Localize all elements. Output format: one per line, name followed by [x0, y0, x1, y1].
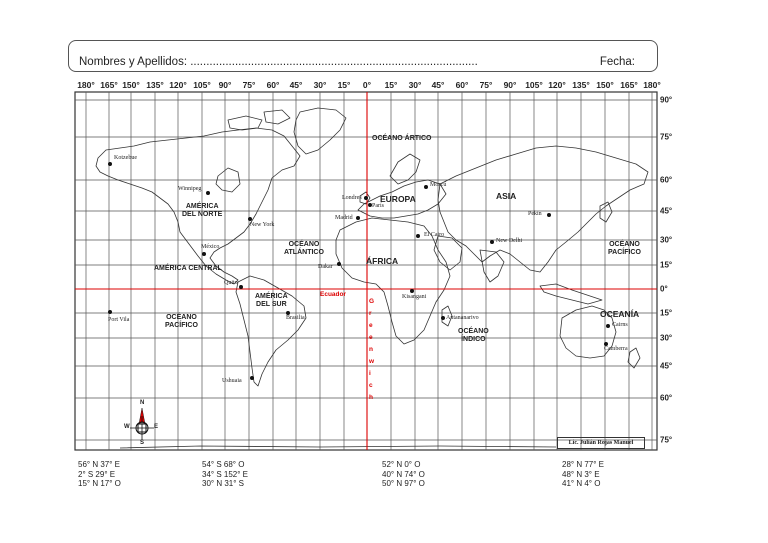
compass-west: W	[124, 424, 130, 430]
lon-label: 180°	[643, 80, 661, 90]
lat-label: 30°	[660, 235, 673, 245]
lat-label: 15°	[660, 308, 673, 318]
lon-label: 120°	[548, 80, 566, 90]
exercise-coordinate: 56° N 37° E	[78, 460, 120, 469]
city-mexico: México	[201, 244, 220, 250]
lon-label: 90°	[218, 80, 232, 90]
city-marker	[356, 216, 360, 220]
exercise-coordinate: 40° N 74° O	[382, 469, 425, 479]
city-marker	[337, 262, 341, 266]
lon-label: 45°	[431, 80, 445, 90]
city-moscu: Moscú	[430, 182, 447, 188]
date-field-label[interactable]: Fecha:	[599, 56, 635, 68]
lon-label: 30°	[408, 80, 422, 90]
city-new-delhi: New Delhi	[496, 238, 523, 244]
label-america-del-norte: AMÉRICA DEL NORTE	[182, 203, 223, 218]
city-marker	[248, 217, 252, 221]
city-quito: Quito	[224, 280, 238, 286]
greenwich-letter: n	[369, 346, 373, 353]
city-marker	[410, 289, 414, 293]
label-oceano-pacifico-west: OCÉANO PACÍFICO	[165, 314, 198, 329]
exercise-coordinate: 15° N 17° O	[78, 479, 121, 488]
lon-label: 165°	[100, 80, 118, 90]
lon-label: 150°	[596, 80, 614, 90]
city-paris: París	[372, 203, 384, 209]
scandinavia	[390, 154, 420, 184]
city-marker	[239, 285, 243, 289]
exercise-column	[382, 460, 425, 489]
label-oceano-artico: OCÉANO ÁRTICO	[372, 135, 432, 142]
label-asia: ASIA	[496, 191, 517, 201]
lon-label: 180°	[77, 80, 95, 90]
city-marker	[441, 316, 445, 320]
lat-label: 45°	[660, 206, 673, 216]
author-credit: Lic. Julián Rojas Manuel	[557, 437, 645, 449]
lat-label: 75°	[660, 132, 673, 142]
city-marker	[606, 324, 610, 328]
exercise-coordinate: 41° N 4° O	[562, 479, 601, 488]
city-brasilia: Brasilia	[286, 315, 305, 321]
city-marker	[108, 310, 112, 314]
city-marker	[250, 376, 254, 380]
arctic-islands	[228, 110, 290, 130]
lon-label: 15°	[384, 80, 398, 90]
exercise-column	[562, 460, 604, 489]
exercise-coordinate: 54° S 68° O	[202, 460, 245, 469]
lat-label: 15°	[660, 260, 673, 270]
greenwich-letter: w	[369, 358, 375, 365]
city-new-york: New York	[250, 222, 275, 228]
city-marker	[416, 234, 420, 238]
lon-label: 45°	[289, 80, 303, 90]
exercise-coordinate: 30° N 31° S	[202, 479, 244, 488]
label-oceania: OCEANÍA	[600, 309, 640, 319]
greenwich-letter: r	[369, 310, 372, 317]
exercise-column	[202, 460, 248, 489]
lon-label: 150°	[122, 80, 140, 90]
greenwich-letter: h	[369, 394, 373, 401]
exercise-coordinate: 50° N 97° O	[382, 479, 425, 488]
new-zealand	[628, 348, 640, 368]
exercise-coordinate: 34° S 152° E	[202, 469, 248, 479]
city-marker	[202, 252, 206, 256]
city-kisangani: Kisangani	[402, 294, 427, 300]
city-camberra: Camberra	[604, 346, 628, 352]
compass-south: S	[140, 440, 145, 446]
city-kotzebue: Kotzebue	[114, 155, 137, 161]
lat-label: 90°	[660, 95, 673, 105]
lon-label: 105°	[525, 80, 543, 90]
lon-label: 15°	[337, 80, 351, 90]
greenwich-letter: e	[369, 334, 373, 341]
exercise-coordinate: 2° S 29° E	[78, 469, 116, 479]
lat-label: 75°	[660, 435, 673, 445]
city-ushuaia: Ushuaia	[222, 378, 242, 384]
city-marker	[424, 185, 428, 189]
label-america-central: AMÉRICA CENTRAL	[154, 265, 222, 272]
lon-label: 60°	[266, 80, 280, 90]
lon-label: 30°	[313, 80, 327, 90]
city-marker	[206, 191, 210, 195]
southeast-asia-islands	[540, 284, 602, 304]
lon-label: 105°	[193, 80, 211, 90]
lon-label: 135°	[146, 80, 164, 90]
city-dakar: Dakar	[318, 264, 333, 270]
label-oceano-indico: OCÉANO ÍNDICO	[458, 328, 489, 343]
greenwich-letter: e	[369, 322, 373, 329]
city-londres: Londres	[342, 195, 362, 201]
lon-label: 90°	[503, 80, 517, 90]
exercise-coordinate: 28° N 77° E	[562, 460, 604, 469]
label-oceano-pacifico-east: OCÉANO PACÍFICO	[608, 241, 641, 256]
lon-label: 120°	[169, 80, 187, 90]
lat-label: 30°	[660, 333, 673, 343]
lon-label: 0°	[362, 80, 372, 90]
equator-label: Ecuador	[320, 291, 347, 298]
greenwich-letter: c	[369, 382, 373, 389]
lat-label: 60°	[660, 175, 673, 185]
city-marker	[108, 162, 112, 166]
lon-label: 60°	[455, 80, 469, 90]
city-cairns: Cairns	[612, 322, 628, 328]
label-oceano-atlantico: OCÉANO ATLÁNTICO	[284, 241, 324, 256]
city-marker	[490, 240, 494, 244]
city-el-cairo: El Cairo	[424, 232, 445, 238]
compass-north: N	[140, 400, 145, 406]
label-europa: EUROPA	[380, 194, 416, 204]
lat-label: 60°	[660, 393, 673, 403]
compass-rose-icon	[122, 402, 162, 448]
lat-label: 45°	[660, 361, 673, 371]
lon-label: 135°	[572, 80, 590, 90]
city-winnipeg: Winnipeg	[178, 186, 202, 192]
city-pekin: Pekin	[528, 211, 542, 217]
antarctica-hint	[120, 446, 556, 448]
lat-label: 0°	[660, 284, 668, 294]
exercise-column	[78, 460, 121, 489]
city-marker	[364, 196, 368, 200]
compass-east: E	[154, 424, 159, 430]
greenwich-letter: i	[369, 370, 371, 377]
city-antananarivo: Antananarivo	[446, 315, 479, 321]
city-madrid: Madrid	[335, 215, 353, 221]
label-africa: ÁFRICA	[366, 256, 399, 266]
lon-label: 75°	[479, 80, 493, 90]
city-marker	[547, 213, 551, 217]
label-america-del-sur: AMÉRICA DEL SUR	[255, 293, 288, 308]
city-port-vila: Port Vila	[108, 317, 130, 323]
exercise-coordinate: 52° N 0° O	[382, 460, 421, 469]
exercise-coordinate: 48° N 3° E	[562, 469, 600, 479]
name-field-label[interactable]: Nombres y Apellidos: ..........................................................................................	[79, 56, 478, 68]
japan	[600, 202, 612, 222]
lon-label: 75°	[242, 80, 256, 90]
greenwich-letter: G	[369, 298, 375, 305]
lon-label: 165°	[620, 80, 638, 90]
